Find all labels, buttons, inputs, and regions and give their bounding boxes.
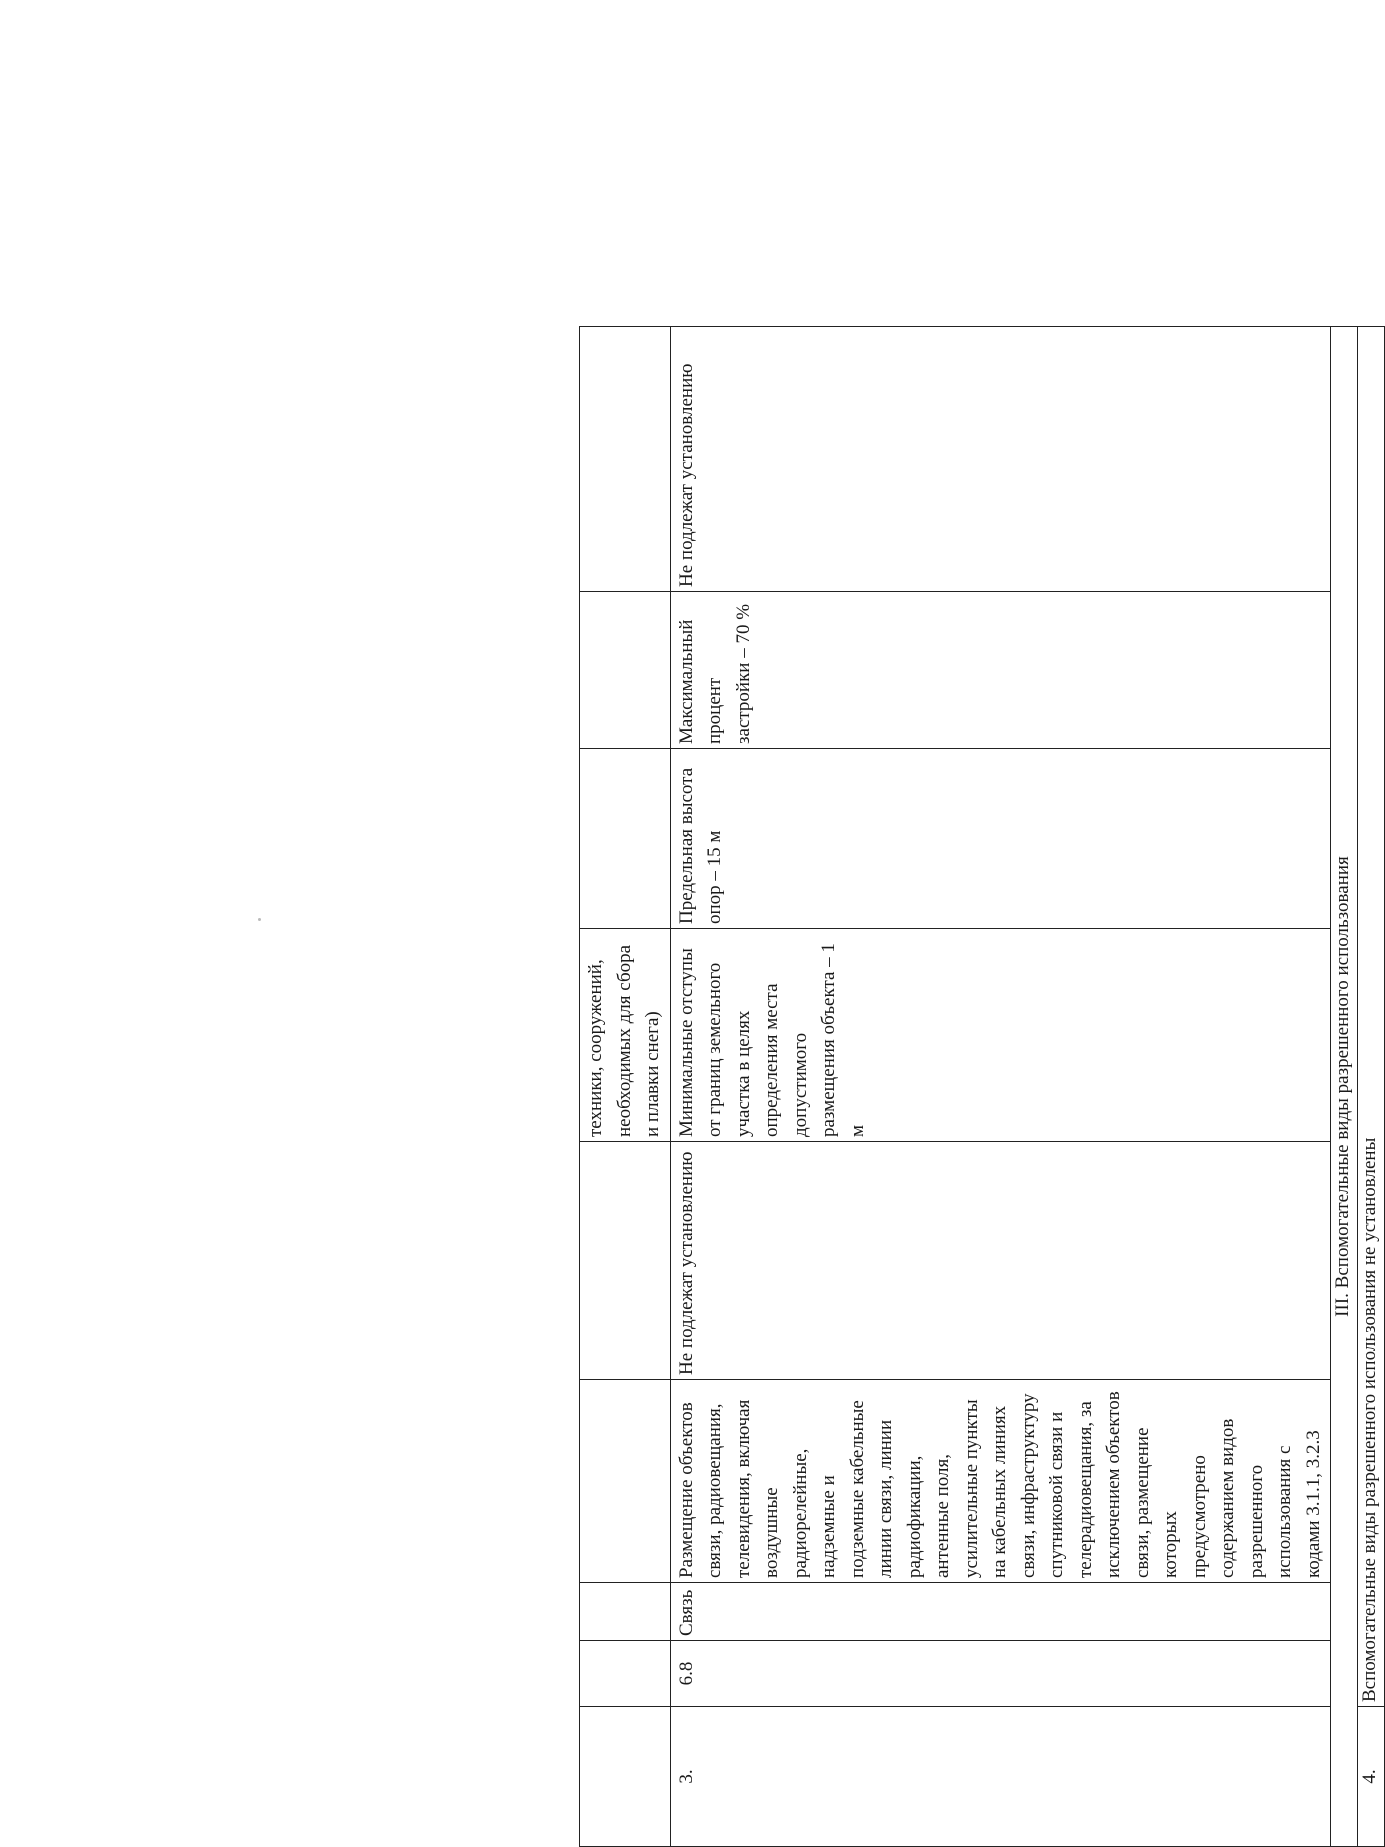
use-name: Связь bbox=[675, 1589, 697, 1636]
cell-other bbox=[670, 327, 1331, 592]
use-code: 6.8 bbox=[675, 1661, 697, 1686]
cell-number bbox=[1358, 1707, 1385, 1847]
other-params-text: Не подлежат установлению bbox=[675, 363, 697, 587]
table-row-3 bbox=[670, 327, 1331, 1847]
setbacks-text: Минимальные отступы от границ земельного участка в целях определения места допустимого размещения объекта – 1 м bbox=[675, 943, 868, 1137]
auxiliary-uses-text: Вспомогательные виды разрешенного использования не установлены bbox=[1359, 1137, 1380, 1702]
cell-other bbox=[580, 1707, 671, 1847]
cell-setbacks bbox=[670, 929, 1331, 1142]
use-description-continuation: техники, сооружений, необходимых для сбора и плавки снега) bbox=[585, 944, 663, 1137]
permitted-use-table bbox=[579, 326, 1385, 1847]
table-row-4 bbox=[1358, 327, 1385, 1847]
cell-height bbox=[670, 749, 1331, 929]
cell-description bbox=[580, 929, 671, 1142]
section-heading-text: III. Вспомогательные виды разрешенного использования bbox=[1332, 856, 1353, 1317]
cell-coverage bbox=[580, 1641, 671, 1707]
cell-number bbox=[670, 1707, 1331, 1847]
cell-setbacks bbox=[580, 1380, 671, 1583]
cell-name bbox=[670, 1583, 1331, 1641]
cell-description bbox=[670, 1380, 1331, 1583]
cell-plot-size bbox=[580, 1142, 671, 1380]
cell-height bbox=[580, 1583, 671, 1641]
scan-speck bbox=[258, 918, 261, 921]
use-description: Размещение объектов связи, радиовещания, телевидения, включая воздушные радиорелейные, надземные и подземные кабельные линии связи, линии радиофикации, антенные поля, усилительные пункты на кабельных линиях связи, инфраструктуру спутниковой связи и телерадиовещания, за исключением объектов связи, размещение которых предусмотрено содержанием видов разрешенного использования с кодами 3.1.1, 3.2.3 bbox=[675, 1391, 1324, 1578]
row-number: 3. bbox=[675, 1769, 697, 1784]
cell-plot-size bbox=[670, 1142, 1331, 1380]
cell-row-4-text bbox=[1358, 327, 1385, 1707]
cell-number bbox=[580, 327, 671, 592]
table-row-continuation bbox=[580, 327, 671, 1847]
cell-code bbox=[580, 592, 671, 749]
coverage-text: Максимальный процент застройки – 70 % bbox=[675, 603, 754, 744]
cell-coverage bbox=[670, 592, 1331, 749]
cell-code bbox=[670, 1641, 1331, 1707]
section-heading-row bbox=[1331, 327, 1358, 1847]
section-heading bbox=[1331, 327, 1358, 1847]
row-number: 4. bbox=[1359, 1769, 1380, 1784]
height-text: Предельная высота опор – 15 м bbox=[675, 767, 725, 924]
permitted-use-table-rotated bbox=[579, 327, 1380, 1847]
cell-name bbox=[580, 749, 671, 929]
plot-size-text: Не подлежат установлению bbox=[675, 1151, 697, 1375]
